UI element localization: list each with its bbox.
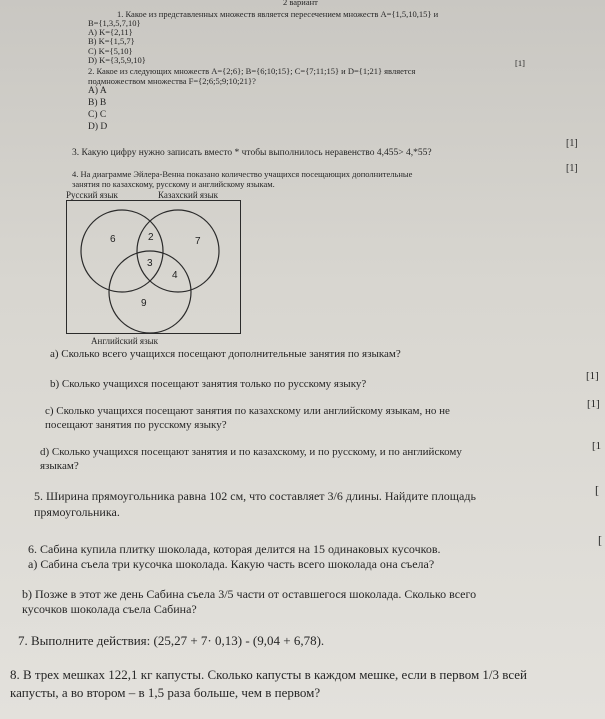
q6-part-b-line1: b) Позже в этот же день Сабина съела 3/5 части от оставшегося шоколада. Сколько всего [22,587,477,601]
q3-text: 3. Какую цифру нужно записать вместо * чтобы выполнилось неравенство 4,455> 4,*55? [72,148,432,158]
q1-option-b: B) K={1,5,7} [88,36,135,46]
q4-part-c-line1: с) Сколько учащихся посещают занятия по казахскому или английскому языкам, но не [45,405,450,417]
q4-part-b-mark: [1] [586,370,599,382]
venn-value-all-three: 3 [147,258,153,269]
q4-part-c-line2: посещают занятия по русскому языку? [45,419,227,431]
q6-part-b-line2: кусочков шоколада съела Сабина? [22,602,197,616]
q1-option-d: D) K={3,5,9,10} [88,55,146,65]
venn-universe-rect [67,201,241,334]
q2-option-a: A) A [88,86,107,96]
venn-label-english: Английский язык [91,336,159,346]
q5-mark: [ [595,483,599,497]
q6-mark: [ [598,533,602,547]
q6-line1: 6. Сабина купила плитку шоколада, которая делится на 15 одинаковых кусочков. [28,542,441,556]
q2-option-c: C) C [88,110,107,120]
venn-label-kazakh: Казахский язык [158,190,219,200]
venn-diagram [66,200,241,334]
venn-value-english-only: 9 [141,298,147,309]
venn-label-russian: Русский язык [66,190,118,200]
q2-line1: 2. Какое из следующих множеств А={2;6}; В={6;10;15}; С={7;11;15} и D={1;21} является [88,66,416,76]
q1-option-a: A) K={2,11} [88,27,133,37]
q1-text: 1. Какое из представленных множеств является пересечением множеств А={1,5,10,15} и [117,9,439,19]
q4-part-d-line1: d) Сколько учащихся посещают занятия и по казахскому, и по русскому, и по английскому [40,446,462,458]
variant-header: 2 вариант [283,0,318,7]
q4-line1: 4. На диаграмме Эйлера-Венна показано количество учащихся посещающих дополнительные [72,169,413,179]
q8-line1: 8. В трех мешках 122,1 кг капусты. Сколько капусты в каждом мешке, если в первом 1/3 всей [10,667,528,682]
q4-part-d-line2: языкам? [40,460,79,472]
q6-part-a: а) Сабина съела три кусочка шоколада. Какую часть всего шоколада она съела? [28,557,435,571]
q4-mark: [1] [566,163,578,174]
q7-text: 7. Выполните действия: (25,27 + 7· 0,13) - (9,04 + 6,78). [18,633,325,648]
q4-part-b: b) Сколько учащихся посещают занятия только по русскому языку? [50,378,367,390]
venn-value-kazakh-english: 4 [172,270,178,281]
q2-option-b: B) B [88,98,107,108]
q1-mark: [1] [515,58,525,68]
q1-set-b: В={1,3,5,7,10} [88,18,141,28]
venn-value-kazakh-only: 7 [195,236,201,247]
q4-part-d-mark: [1 [592,440,602,452]
q2-option-d: D) D [88,122,108,132]
q5-line1: 5. Ширина прямоугольника равна 102 см, что составляет 3/6 длины. Найдите площадь [34,489,476,503]
venn-value-russian-kazakh: 2 [148,232,154,243]
q4-part-c-mark: [1] [587,398,600,410]
venn-value-russian-only: 6 [110,234,116,245]
q8-line2: капусты, а во втором – в 1,5 раза больше, чем в первом? [10,685,321,700]
q2-line2: подмножеством множества F={2;6;5;9;10;21}? [88,76,256,86]
q5-line2: прямоугольника. [34,505,120,519]
q4-line2: занятия по казахскому, русскому и английскому языкам. [72,179,275,189]
q3-mark: [1] [566,138,578,149]
q4-part-a: а) Сколько всего учащихся посещают дополнительные занятия по языкам? [50,348,401,360]
q1-option-c: C) K={5,10} [88,46,133,56]
